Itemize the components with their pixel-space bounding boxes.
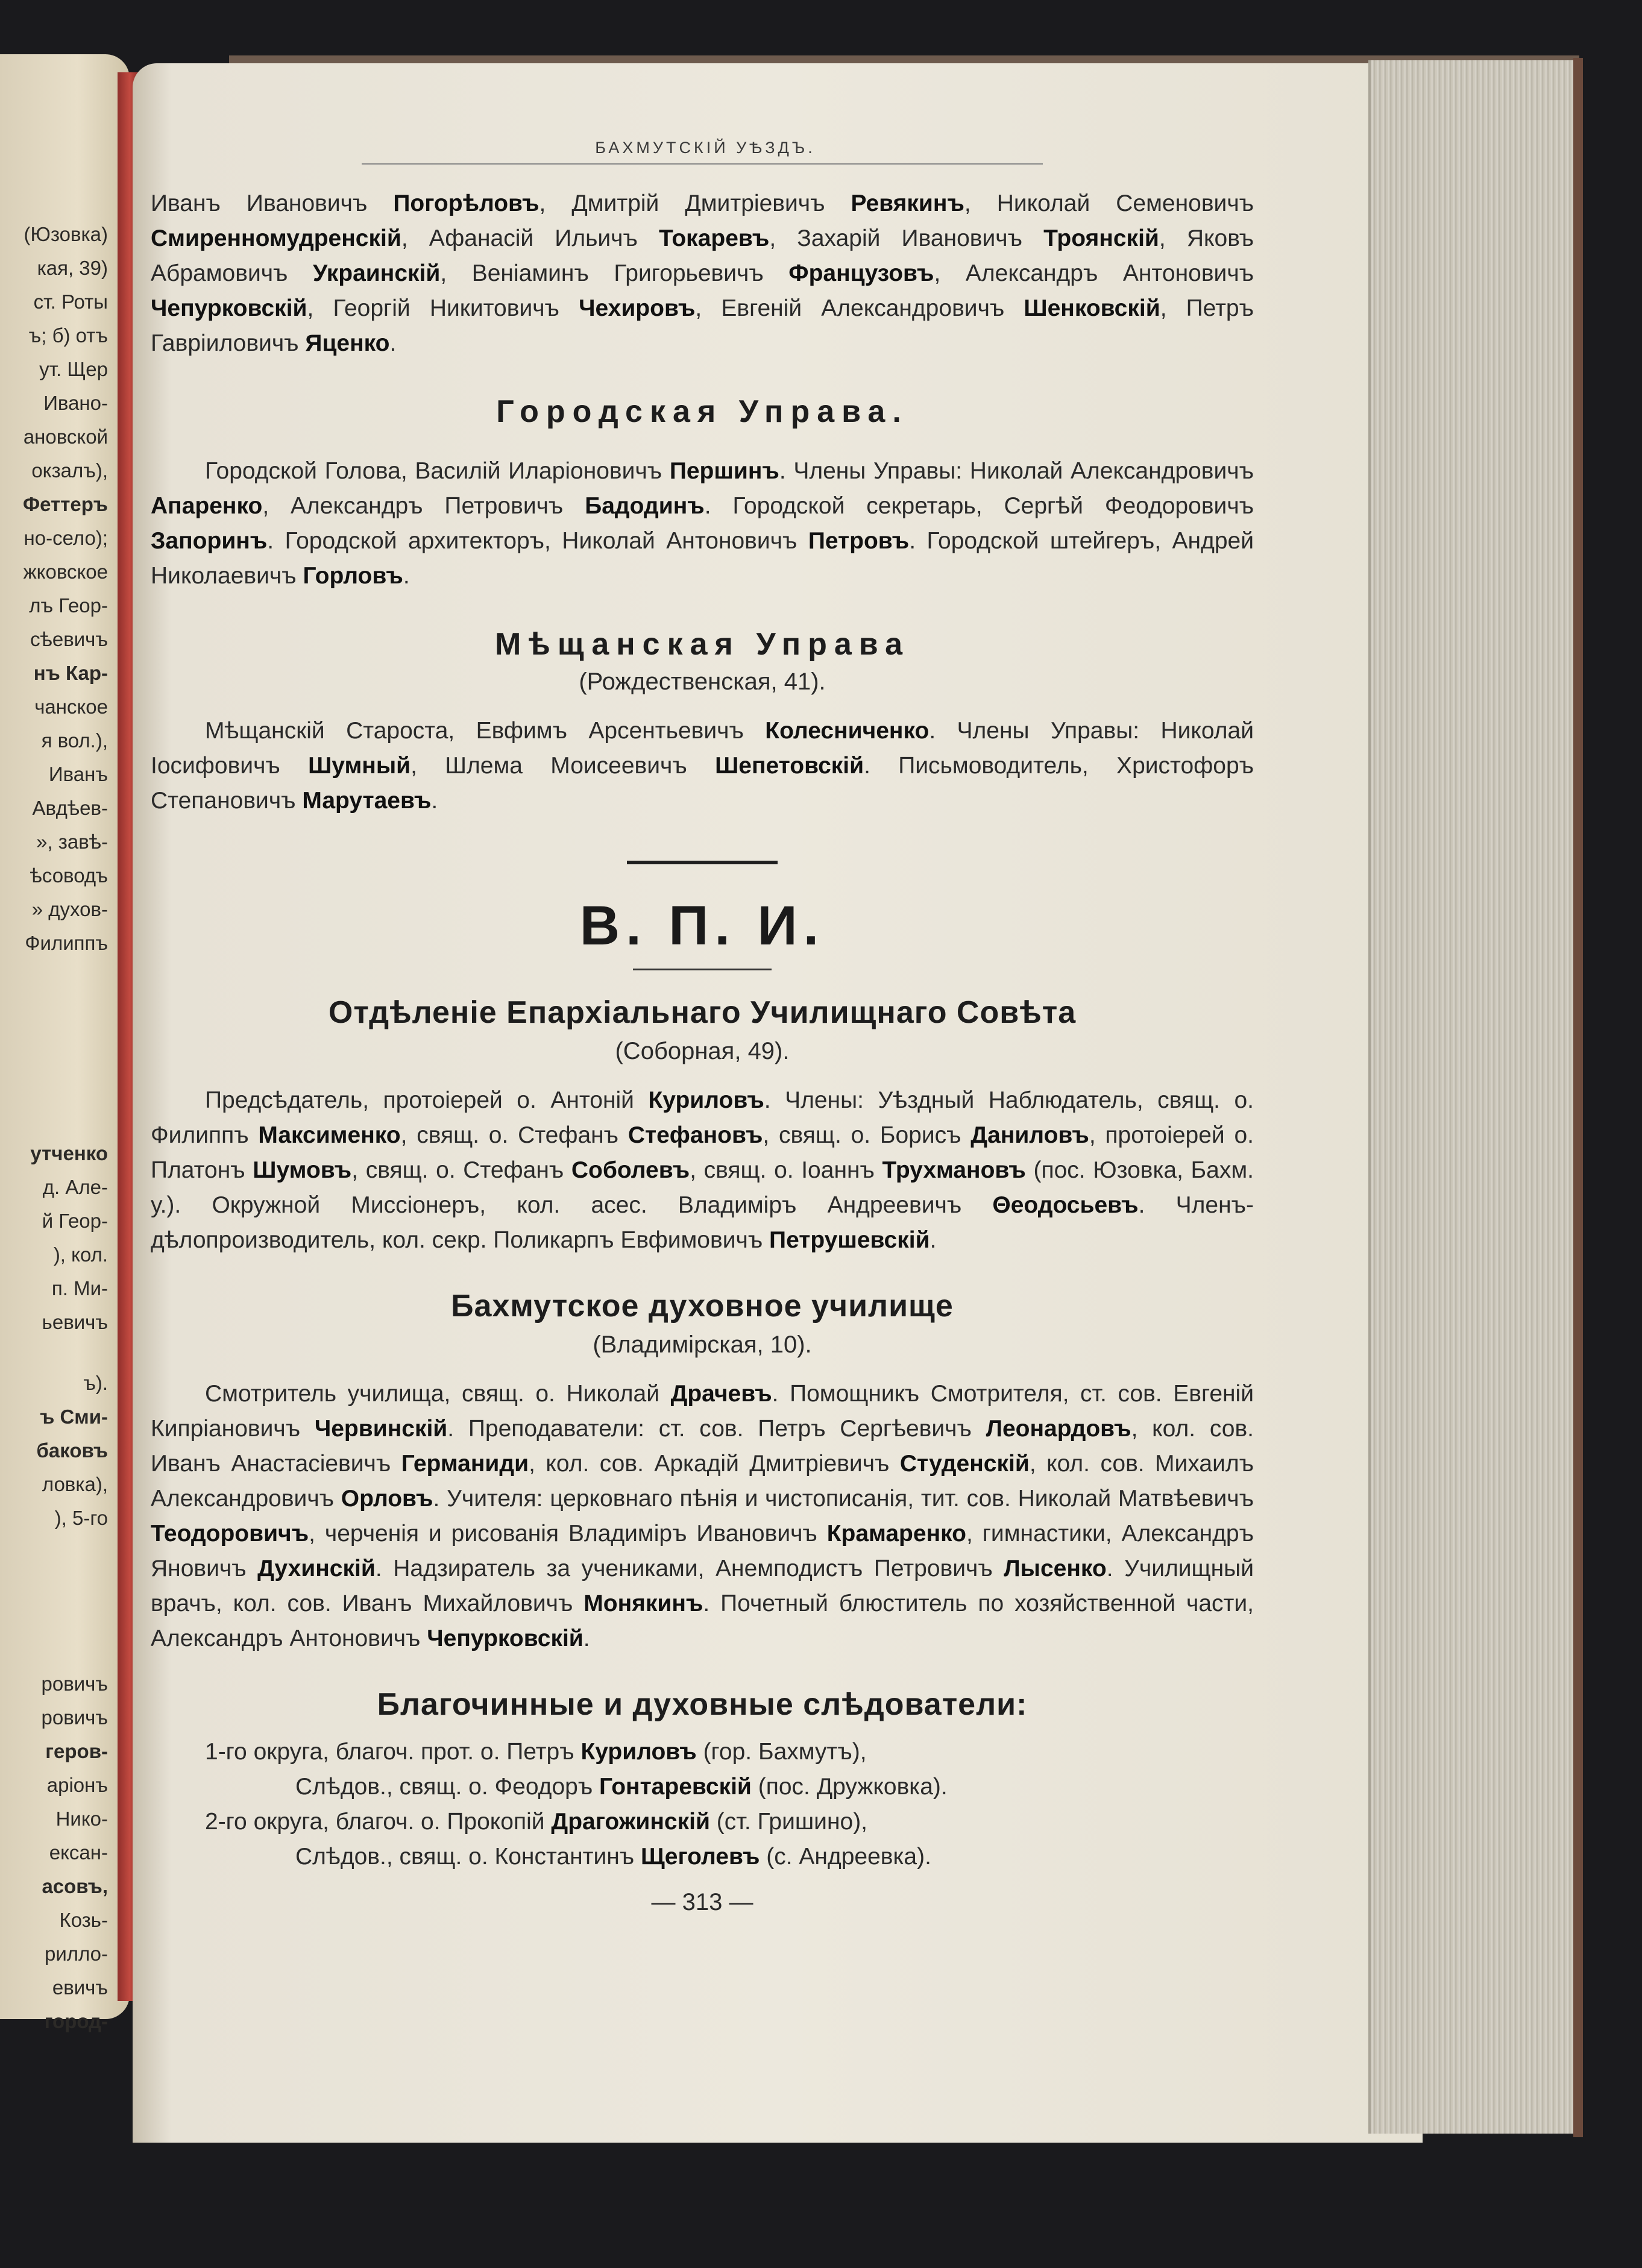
continuation-paragraph: Иванъ Ивановичъ Погорѣловъ, Дмитрій Дмитріевичъ Ревякинъ, Николай Семеновичъ Смиренномудренскій, Афанасій Ильичъ Токаревъ, Захарій Ивановичъ Троянскій, Яковъ Абрамовичъ Украинскій, Веніаминъ Григорьевичъ Французовъ, Александръ Антоновичъ Чепурковскій, Георгій Никитовичъ Чехировъ, Евгеній Александровичъ Шенковскій, Петръ Гавріиловичъ Яценко.: [151, 190, 1254, 356]
vpi-heading: В. П. И.: [579, 895, 825, 957]
otdelenie-address: (Соборная, 49).: [615, 1038, 790, 1064]
left-text-fragment: Иванъ: [48, 763, 108, 785]
blagochinnye-line: Слѣдов., свящ. о. Константинъ Щеголевъ (с. Андреевка).: [295, 1844, 931, 1870]
section-title-otdelenie: Отдѣленіе Епархіальнаго Училищнаго Совѣта: [328, 995, 1077, 1030]
left-text-fragment: баковъ: [36, 1439, 108, 1462]
left-text-fragment: лъ Геор-: [29, 594, 108, 617]
left-text-fragment: Авдѣев-: [32, 797, 108, 819]
left-text-fragment: аріонъ: [46, 1774, 108, 1796]
left-text-fragment: ут. Щер: [39, 358, 108, 380]
header-rule: [362, 163, 1043, 165]
page-number: — 313 —: [651, 1889, 753, 1915]
blagochinnye-line: 2-го округа, благоч. о. Прокопій Драгожинскій (ст. Гришино),: [205, 1809, 868, 1835]
left-text-fragment: ъ Сми-: [40, 1406, 108, 1428]
blagochinnye-line: 1-го округа, благоч. прот. о. Петръ Куриловъ (гор. Бахмутъ),: [205, 1739, 867, 1765]
left-text-fragment: » духов-: [31, 898, 108, 920]
left-text-fragment: д. Але-: [42, 1176, 108, 1198]
left-text-fragment: утченко: [30, 1142, 108, 1164]
uchilishche-paragraph: Смотритель училища, свящ. о. Николай Драчевъ. Помощникъ Смотрителя, ст. сов. Евгеній Кипріановичъ Червинскій. Преподаватели: ст. сов. Петръ Сергѣевичъ Леонардовъ, кол. сов. Иванъ Анастасіевичъ Германиди, кол. сов. Аркадій Дмитріевичъ Студенскій, кол. сов. Михаилъ Александровичъ Орловъ. Учителя: церковнаго пѣнія и чистописанія, тит. сов. Николай Матвѣевичъ Теодоровичъ, черченія и рисованія Владиміръ Ивановичъ Крамаренко, гимнастики, Александръ Яновичъ Духинскій. Надзиратель за учениками, Анемподистъ Петровичъ Лысенко. Училищный врачъ, кол. сов. Иванъ Михайловичъ Монякинъ. Почетный блюститель по хозяйственной части, Александръ Антоновичъ Чепурковскій.: [151, 1381, 1254, 1651]
left-text-fragment: ановской: [23, 426, 108, 448]
meshchanskaya-uprava-paragraph: Мѣщанскій Староста, Евфимъ Арсентьевичъ Колесниченко. Члены Управы: Николай Іосифовичъ Шумный, Шлема Моисеевичъ Шепетовскій. Письмоводитель, Христофоръ Степановичъ Марутаевъ.: [151, 718, 1254, 814]
left-text-fragment: геров-: [45, 1740, 108, 1762]
section-divider: [627, 861, 778, 864]
left-text-fragment: Феттеръ: [23, 493, 108, 515]
left-text-fragment: асовъ,: [42, 1875, 108, 1897]
section-title-uchilishche: Бахмутское духовное училище: [451, 1289, 954, 1324]
left-text-fragment: ровичъ: [41, 1673, 108, 1695]
left-text-fragment: нъ Кар-: [33, 662, 108, 684]
left-text-fragment: (Юзовка): [24, 223, 108, 245]
left-text-fragment: Филиппъ: [25, 932, 108, 954]
left-text-fragment: ъ; б) отъ: [28, 324, 108, 347]
left-text-fragment: й Геор-: [42, 1210, 108, 1232]
section-title-gorodskaya-uprava: Городская Управа.: [496, 394, 908, 429]
left-text-fragment: п. Ми-: [51, 1277, 108, 1299]
left-text-fragment: ъ).: [83, 1372, 108, 1394]
left-text-fragment: ѣсоводъ: [30, 864, 108, 887]
left-text-fragment: рилло-: [44, 1943, 108, 1965]
page-block-edge: [1368, 60, 1582, 2134]
section-title-blagochinnye: Благочинные и духовные слѣдователи:: [377, 1687, 1028, 1722]
left-text-fragment: чанское: [34, 696, 108, 718]
uchilishche-address: (Владимірская, 10).: [593, 1331, 812, 1358]
left-text-fragment: Козь-: [59, 1909, 108, 1931]
left-text-fragment: ст. Роты: [33, 291, 108, 313]
left-text-fragment: Нико-: [55, 1808, 108, 1830]
vpi-rule: [633, 969, 772, 970]
page-content: [151, 139, 1254, 1916]
otdelenie-paragraph: Предсѣдатель, протоіерей о. Антоній Куриловъ. Члены: Уѣздный Наблюдатель, свящ. о. Филиппъ Максименко, свящ. о. Стефанъ Стефановъ, свящ. о. Борисъ Даниловъ, протоіерей о. Платонъ Шумовъ, свящ. о. Стефанъ Соболевъ, свящ. о. Іоаннъ Трухмановъ (пос. Юзовка, Бахм. у.). Окружной Миссіонеръ, кол. асес. Владиміръ Андреевичъ Θеодосьевъ. Членъ-дѣлопроизводитель, кол. секр. Поликарпъ Евфимовичъ Петрушевскій.: [151, 1087, 1254, 1253]
left-text-fragment: но-село);: [24, 527, 108, 549]
running-head: БАХМУТСКІЙ УѢЗДЪ.: [595, 139, 816, 157]
section-title-meshchanskaya-uprava: Мѣщанская Управа: [494, 627, 910, 662]
meshchanskaya-address: (Рождественская, 41).: [579, 668, 826, 695]
left-text-fragment: кая, 39): [37, 257, 108, 279]
left-text-fragment: Ивано-: [43, 392, 108, 414]
blagochinnye-line: Слѣдов., свящ. о. Феодоръ Гонтаревскій (пос. Дружковка).: [295, 1774, 948, 1800]
cover-edge: [1573, 58, 1583, 2137]
left-text-fragment: я вол.),: [41, 729, 108, 752]
left-text-fragment: », завѣ-: [36, 831, 108, 853]
left-text-fragment: ьевичъ: [42, 1311, 108, 1333]
left-page-fragment: [0, 54, 130, 2032]
left-text-fragment: сѣевичъ: [30, 628, 108, 650]
left-text-fragment: окзалъ),: [31, 459, 108, 482]
gorodskaya-uprava-paragraph: Городской Голова, Василій Иларіоновичъ Першинъ. Члены Управы: Николай Александровичъ Апаренко, Александръ Петровичъ Бадодинъ. Городской секретарь, Сергѣй Феодоровичъ Запоринъ. Городской архитекторъ, Николай Антоновичъ Петровъ. Городской штейгеръ, Андрей Николаевичъ Горловъ.: [151, 458, 1254, 589]
left-text-fragment: город-: [44, 2010, 108, 2032]
left-text-fragment: жковское: [23, 561, 108, 583]
left-text-fragment: евичъ: [52, 1976, 108, 1999]
left-text-fragment: ловка),: [42, 1473, 108, 1495]
left-text-fragment: ), 5-го: [54, 1507, 108, 1529]
left-text-fragment: ексан-: [49, 1841, 108, 1864]
left-text-fragment: ровичъ: [41, 1706, 108, 1729]
left-text-fragment: ), кол.: [53, 1243, 108, 1266]
